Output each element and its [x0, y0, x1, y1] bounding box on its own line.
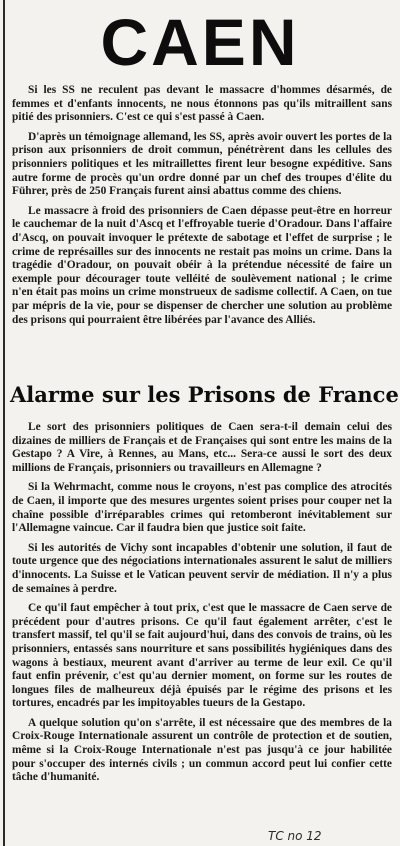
article-paragraph: Si la Wehrmacht, comme nous le croyons, n'est pas complice des atrocités de Caen, il importe que des mesures urgentes soient prises pour couper net la chaîne possible d'irréparables crimes qui retomberont inévitablement sur l'Allemagne vaincue. Car il faudra bien que justice soit faite. [12, 481, 392, 535]
handwritten-note: TC no 12 [268, 829, 322, 843]
column-rule [3, 0, 5, 846]
article-paragraph: D'après un témoignage allemand, les SS, après avoir ouvert les portes de la prison aux prisonniers de droit commun, pénétrèrent dans les cellules des prisonniers politiques et les mitraillettes firent leur besogne expéditive. Sans autre forme de procès qu'un ordre donné par un chef des troupes d'élite du Führer, près de 250 Français furent ainsi abattus comme des chiens. [12, 130, 392, 198]
article-paragraph: Si les SS ne reculent pas devant le massacre d'hommes désarmés, de femmes et d'enfants innocents, ne nous étonnons pas qu'ils mitraillent sans pitié des prisonniers. C'est ce qui s'est passé à Caen. [12, 84, 392, 124]
article-paragraph: Si les autorités de Vichy sont incapables d'obtenir une solution, il faut de toute urgence que des négociations internationales assurent le salut de milliers d'innocents. La Suisse et le Vatican peuvent servir de médiation. Il n'y a plus de semaines à perdre. [12, 541, 392, 595]
article-paragraph: A quelque solution qu'on s'arrête, il est nécessaire que des membres de la Croix-Rouge Internationale assurent un contrôle de protection et de soutien, même si la Croix-Rouge Internationale n'est pas jusqu'à ce jour habilitée pour s'occuper des internés civils ; un commun accord peut lui confier cette tâche d'humanité. [12, 716, 392, 784]
article-alarme [12, 421, 392, 791]
article-caen [12, 84, 392, 333]
headline: CAEN [100, 5, 300, 79]
section-title: Alarme sur les Prisons de France [10, 382, 399, 407]
article-paragraph: Ce qu'il faut empêcher à tout prix, c'est que le massacre de Caen serve de précédent pour d'autres prisons. Ce qu'il faut également arrêter, c'est le transfert massif, tel qu'il se fait aujourd'hui, dans des convois de trains, où les prisonniers, entassés sans nourriture et sans possibilités hygiéniques dans des wagons à bestiaux, meurent avant d'arriver au terme de leur exil. Ce qu'il faut enfin prévenir, c'est qu'au dernier moment, on forme sur les routes de longues files de malheureux déjà épuisés par le régime des prisons et les tortures, encadrés par les impitoyables tueurs de la Gestapo. [12, 602, 392, 710]
article-paragraph: Le massacre à froid des prisonniers de Caen dépasse peut-être en horreur le cauchemar de la nuit d'Ascq et l'effroyable tuerie d'Oradour. Dans l'affaire d'Ascq, on pouvait invoquer le prétexte de sabotage et l'effet de surprise ; le crime de représailles sur des innocents ne restait pas moins un crime. Dans la tragédie d'Oradour, on pouvait obéir à la prétendue nécessité de faire un exemple pour décourager toute velléité de soulèvement national ; le crime n'en était pas moins un crime monstrueux de sadisme collectif. A Caen, on tue par mépris de la vie, pour se dispenser de chercher une solution au problème des prisons qui pourraient être libérées par l'avance des Alliés. [12, 204, 392, 326]
article-paragraph: Le sort des prisonniers politiques de Caen sera-t-il demain celui des dizaines de milliers de Français et de Françaises qui sont entre les mains de la Gestapo ? A Vire, à Rennes, au Mans, etc... Sera-ce aussi le sort des deux millions de Français, prisonniers ou travailleurs en Allemagne ? [12, 421, 392, 474]
